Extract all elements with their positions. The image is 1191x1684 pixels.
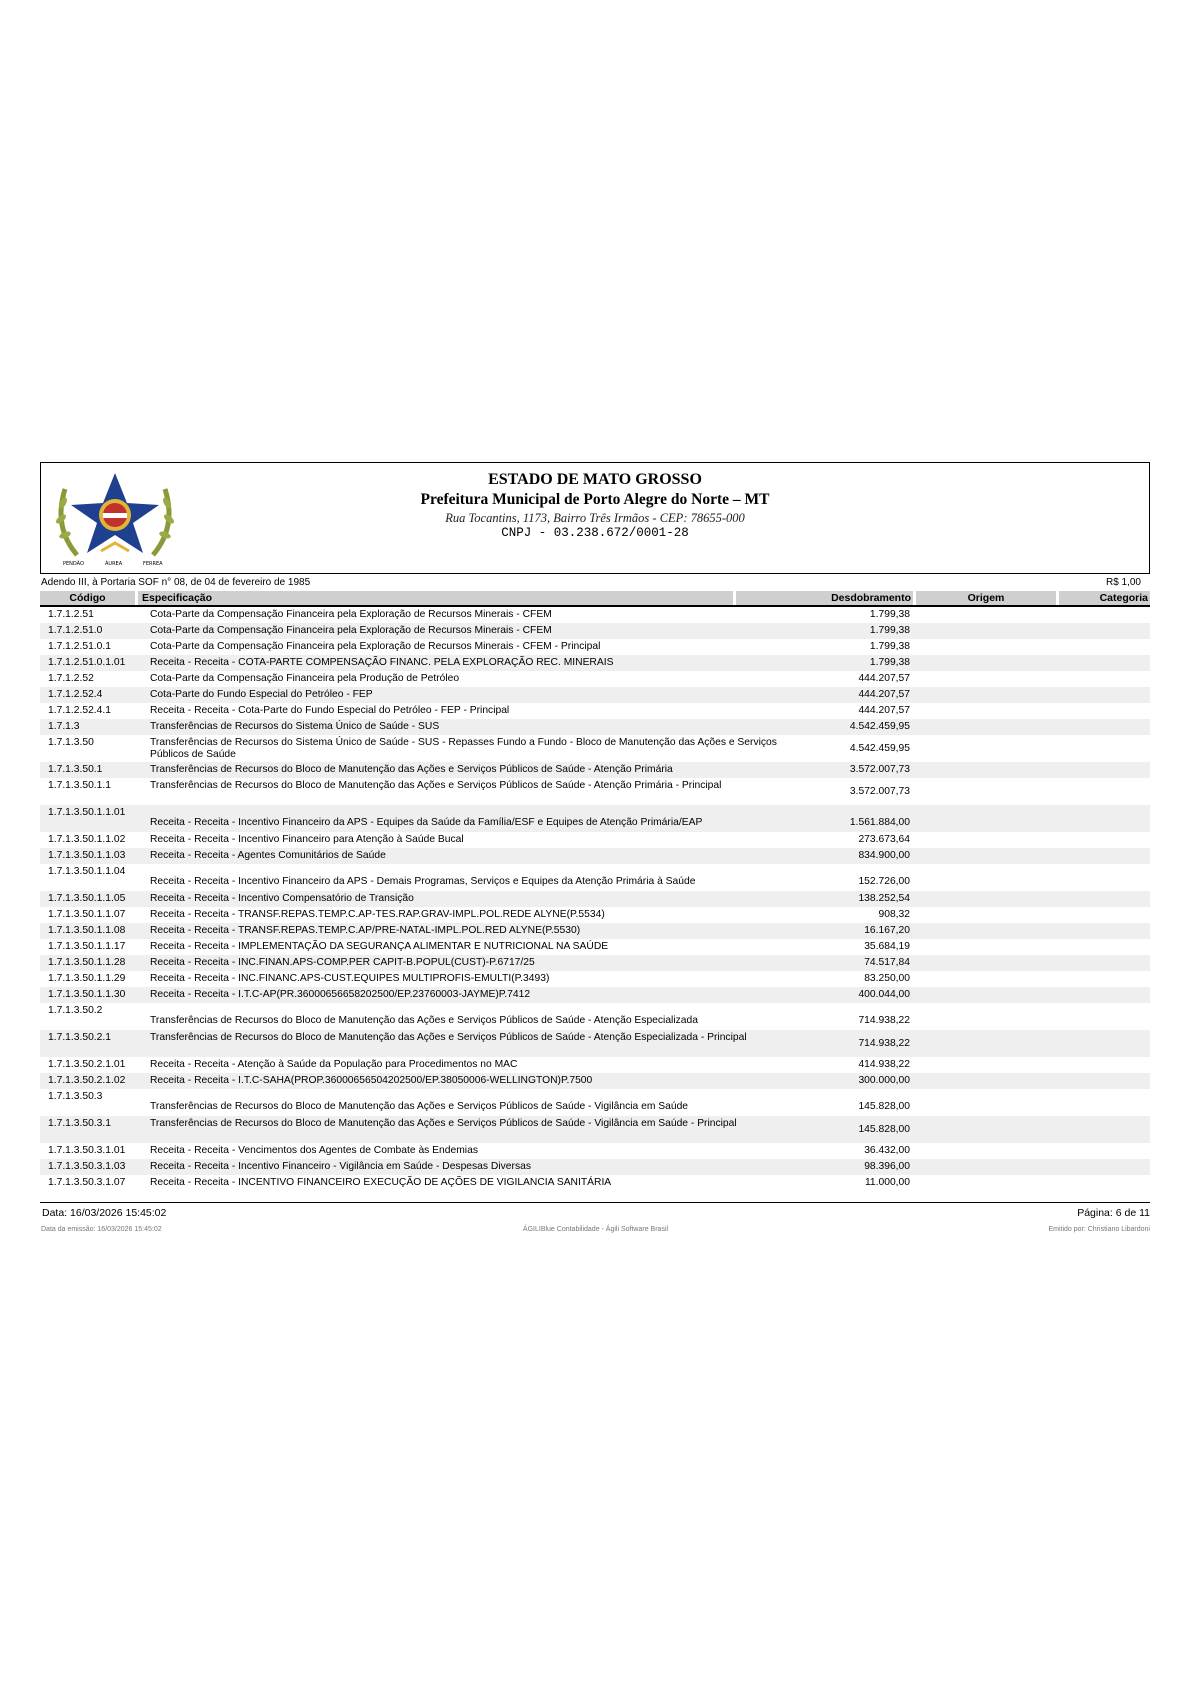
row-description: Cota-Parte da Compensação Financeira pela Exploração de Recursos Minerais - CFEM - Principal [150, 641, 601, 652]
row-code: 1.7.1.3.50.1.1.08 [48, 925, 126, 936]
table-row [40, 623, 1150, 639]
row-value: 300.000,00 [858, 1075, 910, 1086]
row-value: 138.252,54 [858, 893, 910, 904]
row-value: 400.044,00 [858, 989, 910, 1000]
table-row [40, 1057, 1150, 1073]
report-subheader [41, 577, 1150, 590]
col-codigo: Código [40, 591, 135, 605]
row-value: 1.561.884,00 [849, 817, 910, 828]
row-value: 414.938,22 [858, 1059, 910, 1070]
row-code: 1.7.1.3.50.1.1.02 [48, 834, 126, 845]
row-description: Transferências de Recursos do Bloco de Manutenção das Ações e Serviços Públicos de Saúde - Atenção Primária [150, 764, 673, 775]
table-row [40, 1073, 1150, 1089]
row-code: 1.7.1.3.50.2.1 [48, 1032, 111, 1043]
cnpj: CNPJ - 03.238.672/0001-28 [501, 526, 689, 540]
row-value: 444.207,57 [858, 689, 910, 700]
table-row [40, 987, 1150, 1003]
row-description: Receita - Receita - IMPLEMENTAÇÃO DA SEGURANÇA ALIMENTAR E NUTRICIONAL NA SAÚDE [150, 941, 609, 952]
row-code: 1.7.1.3.50.1.1.07 [48, 909, 126, 920]
row-description: Transferências de Recursos do Sistema Único de Saúde - SUS [150, 721, 440, 732]
row-description: Receita - Receita - COTA-PARTE COMPENSAÇÃO FINANC. PELA EXPLORAÇÃO REC. MINERAIS [150, 657, 614, 668]
row-code: 1.7.1.3.50.3.1.07 [48, 1177, 126, 1188]
row-code: 1.7.1.2.52.4.1 [48, 705, 111, 716]
row-code: 1.7.1.2.51.0.1 [48, 641, 111, 652]
state-title: ESTADO DE MATO GROSSO [488, 471, 702, 488]
row-description: Transferências de Recursos do Bloco de Manutenção das Ações e Serviços Públicos de Saúde - Atenção Especializada [150, 1015, 698, 1026]
legal-reference: Adendo III, à Portaria SOF n° 08, de 04 de fevereiro de 1985 [41, 577, 311, 588]
row-description: Receita - Receita - INC.FINANC.APS-CUST.EQUIPES MULTIPROFIS-EMULTI(P.3493) [150, 973, 550, 984]
row-code: 1.7.1.3.50.1.1.17 [48, 941, 126, 952]
row-value: 152.726,00 [858, 876, 910, 887]
table-row [40, 864, 1150, 891]
row-description: Receita - Receita - TRANSF.REPAS.TEMP.C.AP/PRE-NATAL-IMPL.POL.RED ALYNE(P.5530) [150, 925, 581, 936]
row-code: 1.7.1.3.50.1.1.05 [48, 893, 126, 904]
row-value: 444.207,57 [858, 673, 910, 684]
crest-motto-2: ÁUREA [105, 561, 123, 567]
table-row [40, 971, 1150, 987]
table-row [40, 848, 1150, 864]
row-description: Receita - Receita - I.T.C-AP(PR.36000656658202500/EP.23760003-JAYME)P.7412 [150, 989, 531, 1000]
row-description: Receita - Receita - Incentivo Financeiro para Atenção à Saúde Bucal [150, 834, 464, 845]
row-value: 444.207,57 [858, 705, 910, 716]
row-description: Receita - Receita - Incentivo Financeiro da APS - Equipes da Saúde da Família/ESF e Equipes de Atenção Primária/EAP [150, 817, 703, 828]
table-row [40, 655, 1150, 671]
table-body [40, 607, 1150, 1191]
row-description: Transferências de Recursos do Bloco de Manutenção das Ações e Serviços Públicos de Saúde - Atenção Primária - Principal [150, 780, 722, 791]
crest-motto-3: FERREA [143, 561, 163, 567]
row-value: 1.799,38 [869, 625, 910, 636]
row-description: Transferências de Recursos do Bloco de Manutenção das Ações e Serviços Públicos de Saúde - Vigilância em Saúde [150, 1101, 689, 1112]
row-value: 834.900,00 [858, 850, 910, 861]
table-row [40, 762, 1150, 778]
row-value: 1.799,38 [869, 609, 910, 620]
row-value: 35.684,19 [864, 941, 910, 952]
row-description: Cota-Parte da Compensação Financeira pela Exploração de Recursos Minerais - CFEM [150, 609, 552, 620]
row-description: Cota-Parte da Compensação Financeira pela Produção de Petróleo [150, 673, 460, 684]
row-value: 74.517,84 [864, 957, 910, 968]
table-row [40, 671, 1150, 687]
table-row [40, 719, 1150, 735]
row-value: 273.673,64 [858, 834, 910, 845]
row-value: 1.799,38 [869, 641, 910, 652]
row-code: 1.7.1.3.50.2 [48, 1005, 103, 1016]
table-row [40, 1116, 1150, 1143]
table-row [40, 805, 1150, 832]
row-code: 1.7.1.3.50.3.1.01 [48, 1145, 126, 1156]
table-row [40, 891, 1150, 907]
table-row [40, 955, 1150, 971]
row-description: Cota-Parte da Compensação Financeira pela Exploração de Recursos Minerais - CFEM [150, 625, 552, 636]
row-value: 3.572.007,73 [849, 786, 910, 797]
row-description: Receita - Receita - Atenção à Saúde da População para Procedimentos no MAC [150, 1059, 518, 1070]
row-description: Transferências de Recursos do Bloco de Manutenção das Ações e Serviços Públicos de Saúde - Vigilância em Saúde - Principal [150, 1118, 737, 1129]
row-value: 145.828,00 [858, 1101, 910, 1112]
footer-date: Data: 16/03/2026 15:45:02 [42, 1207, 167, 1219]
table-row [40, 1003, 1150, 1030]
table-row [40, 907, 1150, 923]
row-value: 145.828,00 [858, 1124, 910, 1135]
row-description: Transferências de Recursos do Bloco de Manutenção das Ações e Serviços Públicos de Saúde - Atenção Especializada - Principal [150, 1032, 747, 1043]
row-description: Receita - Receita - INC.FINAN.APS-COMP.PER CAPIT-B.POPUL(CUST)-P.6717/25 [150, 957, 535, 968]
row-description: Receita - Receita - Incentivo Compensatório de Transição [150, 893, 414, 904]
table-row [40, 1143, 1150, 1159]
row-description: Receita - Receita - INCENTIVO FINANCEIRO EXECUÇÃO DE AÇÕES DE VIGILANCIA SANITÁRIA [150, 1177, 612, 1188]
row-value: 4.542.459,95 [849, 721, 910, 732]
row-code: 1.7.1.3.50.1.1 [48, 780, 111, 791]
prefecture-title: Prefeitura Municipal de Porto Alegre do Norte – MT [420, 491, 770, 508]
col-desdobramento: Desdobramento [736, 591, 913, 605]
crest-motto-1: PENDÃO [63, 561, 84, 567]
row-description: Receita - Receita - I.T.C-SAHA(PROP.36000656504202500/EP.38050006-WELLINGTON)P.7500 [150, 1075, 593, 1086]
row-description: Receita - Receita - Cota-Parte do Fundo Especial do Petróleo - FEP - Principal [150, 705, 510, 716]
row-value: 714.938,22 [858, 1038, 910, 1049]
row-code: 1.7.1.3.50.1.1.29 [48, 973, 126, 984]
row-value: 1.799,38 [869, 657, 910, 668]
row-code: 1.7.1.3.50.2.1.01 [48, 1059, 126, 1070]
row-description: Receita - Receita - TRANSF.REPAS.TEMP.C.AP-TES.RAP.GRAV-IMPL.POL.REDE ALYNE(P.5534) [150, 909, 605, 920]
row-code: 1.7.1.3.50.3 [48, 1091, 103, 1102]
address: Rua Tocantins, 1173, Bairro Três Irmãos - CEP: 78655-000 [445, 511, 745, 525]
row-description: Transferências de Recursos do Sistema Único de Saúde - SUS - Repasses Fundo a Fundo - Bloco de Manutenção das Ações e Serviços Públicos de Saúde [150, 737, 777, 760]
emission-date: Data da emissão: 16/03/2026 15:45:02 [41, 1226, 162, 1233]
row-code: 1.7.1.3.50.1 [48, 764, 103, 775]
issued-by: Emitido por: Christiano Libardoni [1048, 1226, 1150, 1233]
row-code: 1.7.1.3.50 [48, 737, 94, 748]
row-description: Receita - Receita - Incentivo Financeiro da APS - Demais Programas, Serviços e Equipes da Atenção Primária à Saúde [150, 876, 696, 887]
table-row [40, 832, 1150, 848]
col-origem: Origem [916, 591, 1056, 605]
row-description: Cota-Parte do Fundo Especial do Petróleo - FEP [150, 689, 373, 700]
table-row [40, 735, 1150, 762]
row-value: 3.572.007,73 [849, 764, 910, 775]
software-credit: ÁGILIBlue Contabilidade - Ágili Software Brasil [522, 1226, 669, 1233]
row-code: 1.7.1.2.52.4 [48, 689, 103, 700]
row-value: 11.000,00 [864, 1177, 910, 1188]
row-value: 714.938,22 [858, 1015, 910, 1026]
page-footer [40, 1202, 1150, 1219]
table-row [40, 1175, 1150, 1191]
row-code: 1.7.1.2.52 [48, 673, 94, 684]
row-value: 98.396,00 [864, 1161, 910, 1172]
table-row [40, 639, 1150, 655]
row-code: 1.7.1.3.50.2.1.02 [48, 1075, 126, 1086]
report-header [40, 462, 1150, 574]
row-code: 1.7.1.2.51.0.1.01 [48, 657, 126, 668]
table-header [40, 590, 1150, 607]
col-categoria: Categoria [1059, 591, 1150, 605]
row-code: 1.7.1.3.50.1.1.28 [48, 957, 126, 968]
table-row [40, 923, 1150, 939]
row-value: 908,32 [878, 909, 910, 920]
row-code: 1.7.1.3.50.1.1.03 [48, 850, 126, 861]
row-description: Receita - Receita - Agentes Comunitários de Saúde [150, 850, 386, 861]
row-code: 1.7.1.3.50.1.1.01 [48, 807, 126, 818]
table-row [40, 939, 1150, 955]
table-row [40, 778, 1150, 805]
row-value: 16.167,20 [864, 925, 910, 936]
table-row [40, 607, 1150, 623]
table-row [40, 1089, 1150, 1116]
row-code: 1.7.1.2.51 [48, 609, 94, 620]
page-number: Página: 6 de 11 [1077, 1207, 1150, 1219]
row-description: Receita - Receita - Vencimentos dos Agentes de Combate às Endemias [150, 1145, 478, 1156]
table-row [40, 1159, 1150, 1175]
table-row [40, 1030, 1150, 1057]
row-code: 1.7.1.3.50.3.1.03 [48, 1161, 126, 1172]
col-especificacao: Especificação [138, 591, 733, 605]
row-code: 1.7.1.3.50.3.1 [48, 1118, 111, 1129]
row-value: 36.432,00 [864, 1145, 910, 1156]
currency-unit: R$ 1,00 [1105, 577, 1141, 588]
table-row [40, 703, 1150, 719]
table-row [40, 687, 1150, 703]
row-value: 83.250,00 [864, 973, 910, 984]
row-code: 1.7.1.3.50.1.1.30 [48, 989, 126, 1000]
row-code: 1.7.1.2.51.0 [48, 625, 103, 636]
row-value: 4.542.459,95 [849, 743, 910, 754]
row-code: 1.7.1.3 [48, 721, 80, 732]
row-description: Receita - Receita - Incentivo Financeiro - Vigilância em Saúde - Despesas Diversas [150, 1161, 531, 1172]
row-code: 1.7.1.3.50.1.1.04 [48, 866, 126, 877]
